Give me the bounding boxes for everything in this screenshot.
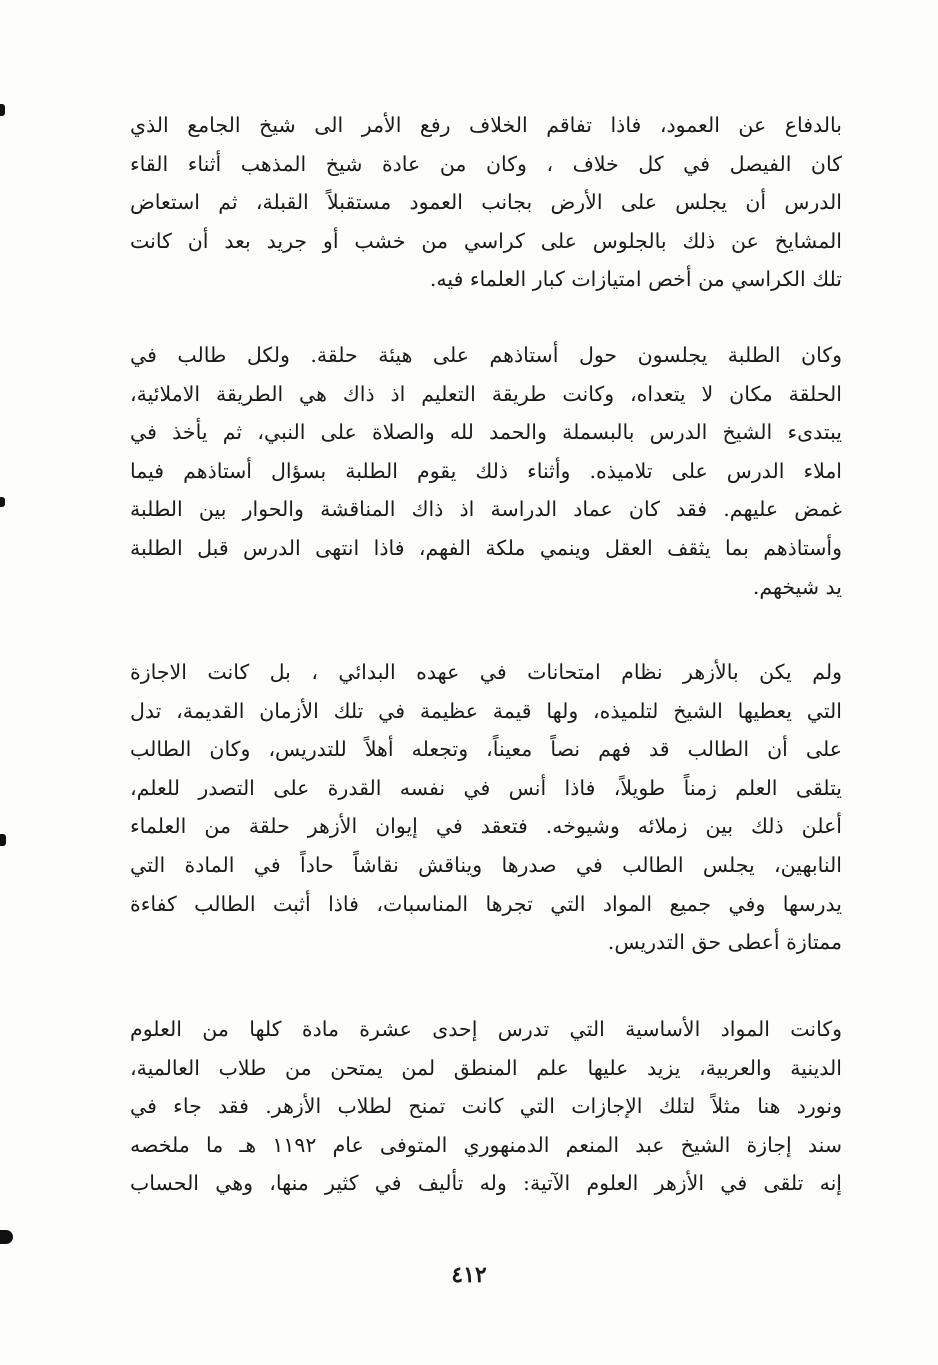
paragraph-1 [130,106,842,299]
text-line: التي يعطيها الشيخ لتلميذه، ولها قيمة عظيمة في تلك الأزمان القديمة، تدل [130,698,842,723]
text-line: وأستاذهم بما يثقف العقل وينمي ملكة الفهم، فاذا انتهى الدرس قبل الطلبة [130,535,842,560]
text-line: ولم يكن بالأزهر نظام امتحانات في عهده البدائي ، بل كانت الاجازة [130,660,842,684]
text-line: يبتدىء الشيخ الدرس بالبسملة والحمد لله والصلاة على النبي، ثم يأخذ في [130,420,842,445]
text-line: الدرس أن يجلس على الأرض بجانب العمود مستقبلاً القبلة، ثم استعاض [130,190,842,215]
text-line: أعلن ذلك بين زملائه وشيوخه. فتعقد في إيوان الأزهر حلقة من العلماء [130,814,842,839]
text-line: النابهين، يجلس الطالب في صدرها ويناقش نقاشاً حاداً في المادة التي [130,852,842,877]
page-number: ٤١٢ [451,1262,487,1288]
text-line: سند إجازة الشيخ عبد المنعم الدمنهوري المتوفى عام ١١٩٢ هـ ما ملخصه [130,1132,842,1157]
paragraph-2 [130,336,842,606]
text-line: املاء الدرس على تلاميذه. وأثناء ذلك يقوم الطلبة بسؤال أستاذهم فيما [130,458,842,483]
text-line: بالدفاع عن العمود، فاذا تفاقم الخلاف رفع الأمر الى شيخ الجامع الذي [130,113,842,137]
scan-edge-mark [0,1230,13,1244]
paragraph-4 [130,1010,842,1203]
text-line: وكانت المواد الأساسية التي تدرس إحدى عشرة مادة كلها من العلوم [130,1017,842,1041]
text-line: ونورد هنا مثلاً لتلك الإجازات التي كانت تمنح لطلاب الأزهر. فقد جاء في [130,1094,842,1119]
text-line: يد شيخهم. [752,574,842,599]
text-line: كان الفيصل في كل خلاف ، وكان من عادة شيخ المذهب أثناء القاء [130,151,842,176]
text-line: المشايخ عن ذلك بالجلوس على كراسي من خشب أو جريد بعد أن كانت [130,228,842,253]
text-line: تلك الكراسي من أخص امتيازات كبار العلماء فيه. [429,267,842,292]
text-line: على أن الطالب قد فهم نصاً معيناً، وتجعله أهلاً للتدريس، وكان الطالب [130,737,842,762]
text-line: إنه تلقى في الأزهر العلوم الآتية: وله تأليف في كثير منها، وهي الحساب [130,1171,842,1196]
paragraph-3 [130,653,842,962]
scan-edge-mark [0,497,5,507]
text-line: الدينية والعربية، يزيد عليها علم المنطق لمن يمتحن من طلاب العالمية، [130,1055,842,1080]
text-line: وكان الطلبة يجلسون حول أستاذهم على هيئة حلقة. ولكل طالب في [130,343,842,367]
text-line: يدرسها وفي جميع المواد التي تجرها المناسبات، فاذا أثبت الطالب كفاءة [130,891,842,916]
text-line: يتلقى العلم زمناً طويلاً، فاذا أنس في نفسه القدرة على التصدر للعلم، [130,775,842,800]
text-line: ممتازة أعطى حق التدريس. [607,930,842,955]
text-line: غمض عليهم. فقد كان عماد الدراسة اذ ذاك المناقشة والحوار بين الطلبة [130,497,842,522]
scan-edge-mark [0,834,6,846]
text-line: الحلقة مكان لا يتعداه، وكانت طريقة التعليم اذ ذاك هي الطريقة الاملائية، [130,381,842,406]
scan-edge-mark [0,104,5,116]
